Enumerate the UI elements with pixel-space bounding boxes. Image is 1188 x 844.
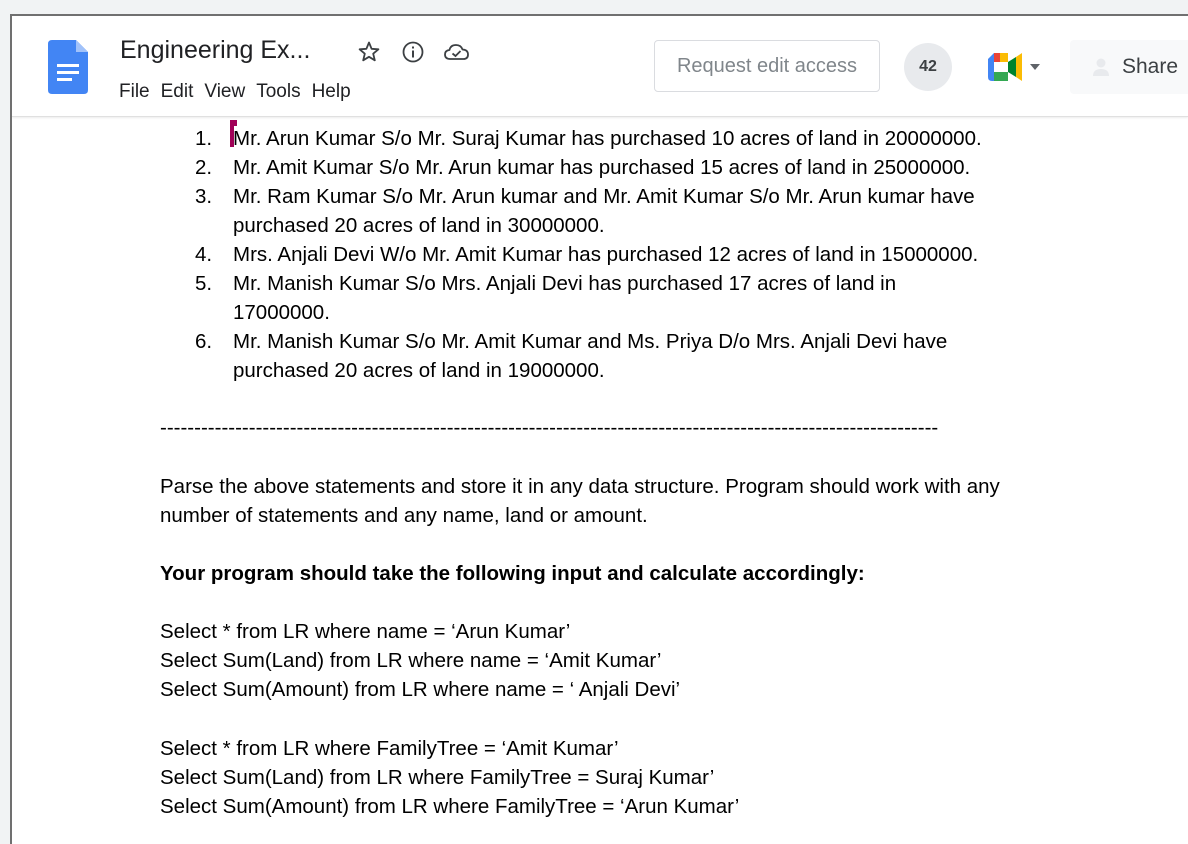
chevron-down-icon xyxy=(1030,64,1040,70)
instruction-line: Parse the above statements and store it in any data structure. Program should work with any xyxy=(160,475,1000,498)
list-text: Mr. Manish Kumar S/o Mrs. Anjali Devi has purchased 17 acres of land in 17000000. xyxy=(233,272,897,324)
google-meet-icon xyxy=(986,53,1024,81)
list-item xyxy=(195,124,1075,153)
separator-line: ------------------------------------------------------------------------------------------------------------------ xyxy=(160,416,939,439)
statements-list xyxy=(195,124,1075,385)
list-text: Mr. Ram Kumar S/o Mr. Arun kumar and Mr. Amit Kumar S/o Mr. Arun kumar have purchased 20 acres of land in 30000000. xyxy=(233,185,975,237)
menu-bar xyxy=(119,79,362,105)
query-line: Select * from LR where name = ‘Arun Kumar’ xyxy=(160,620,571,643)
request-edit-access-button[interactable]: Request edit access xyxy=(654,40,880,92)
list-number: 4. xyxy=(195,243,213,266)
menu-view[interactable]: View xyxy=(204,81,246,102)
list-number: 2. xyxy=(195,156,213,179)
list-item xyxy=(195,240,1075,269)
list-item xyxy=(195,327,1075,385)
list-text: Mr. Arun Kumar S/o Mr. Suraj Kumar has purchased 10 acres of land in 20000000. xyxy=(233,127,982,150)
meet-button[interactable] xyxy=(975,42,1051,92)
list-text: Mrs. Anjali Devi W/o Mr. Amit Kumar has purchased 12 acres of land in 15000000. xyxy=(233,243,979,266)
instruction-line: number of statements and any name, land or amount. xyxy=(160,504,648,527)
list-number: 3. xyxy=(195,185,213,208)
collaborator-count-badge[interactable]: 42 xyxy=(904,43,952,91)
share-button[interactable] xyxy=(1070,40,1188,94)
query-line: Select Sum(Land) from LR where FamilyTree = Suraj Kumar’ xyxy=(160,766,715,789)
list-item xyxy=(195,269,1075,327)
person-icon xyxy=(1092,57,1110,77)
info-icon[interactable] xyxy=(399,38,427,66)
share-label: Share xyxy=(1122,55,1179,78)
menu-tools[interactable]: Tools xyxy=(256,81,301,102)
query-line: Select Sum(Amount) from LR where name = ‘ Anjali Devi’ xyxy=(160,678,681,701)
docs-header xyxy=(12,16,1188,117)
cloud-saved-icon[interactable] xyxy=(443,38,471,66)
list-item xyxy=(195,182,1075,240)
query-line: Select Sum(Amount) from LR where FamilyTree = ‘Arun Kumar’ xyxy=(160,795,740,818)
menu-file[interactable]: File xyxy=(119,81,150,102)
list-number: 1. xyxy=(195,127,213,150)
list-text: Mr. Amit Kumar S/o Mr. Arun kumar has purchased 15 acres of land in 25000000. xyxy=(233,156,971,179)
menu-help[interactable]: Help xyxy=(311,81,351,102)
list-item xyxy=(195,153,1075,182)
section-heading: Your program should take the following input and calculate accordingly: xyxy=(160,562,865,585)
list-number: 5. xyxy=(195,272,213,295)
menu-edit[interactable]: Edit xyxy=(160,81,194,102)
document-title[interactable]: Engineering Ex... xyxy=(120,36,311,64)
star-icon[interactable] xyxy=(355,38,383,66)
query-line: Select Sum(Land) from LR where name = ‘Amit Kumar’ xyxy=(160,649,662,672)
query-line: Select * from LR where FamilyTree = ‘Amit Kumar’ xyxy=(160,737,619,760)
document-body[interactable] xyxy=(12,117,1188,844)
document-window xyxy=(10,14,1188,844)
title-actions xyxy=(355,38,471,66)
google-docs-icon[interactable] xyxy=(48,40,88,94)
list-number: 6. xyxy=(195,330,213,353)
list-text: Mr. Manish Kumar S/o Mr. Amit Kumar and Ms. Priya D/o Mrs. Anjali Devi have purchased 20 acres of land in 19000000. xyxy=(233,330,948,382)
